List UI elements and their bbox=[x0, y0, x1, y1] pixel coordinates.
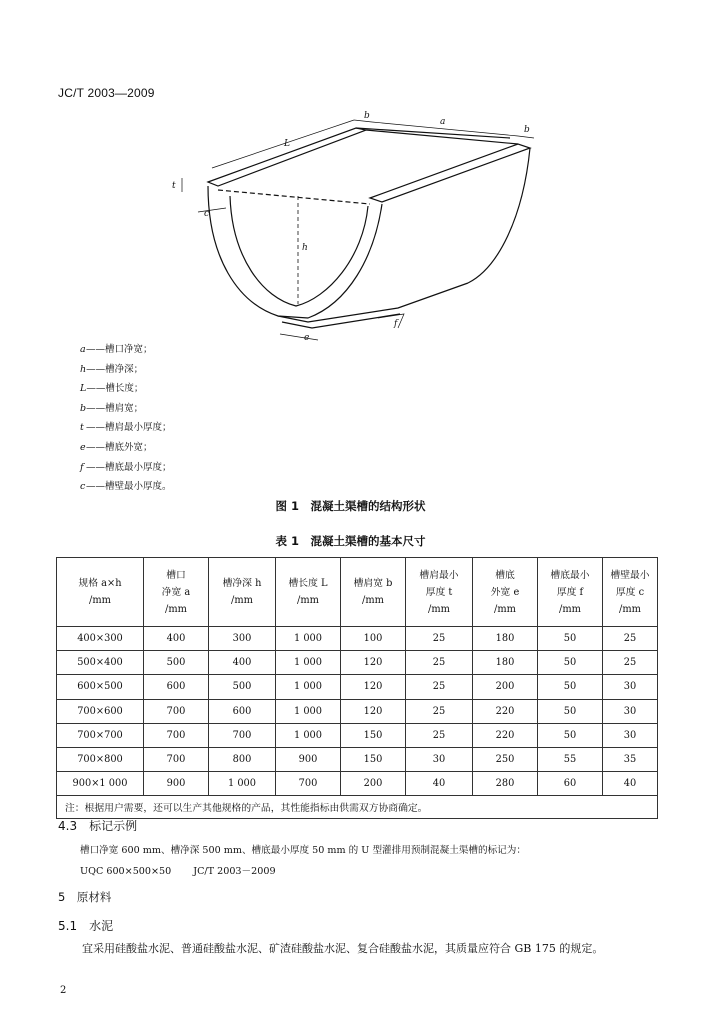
table-cell: 1 000 bbox=[276, 675, 341, 699]
legend-symbol: L bbox=[80, 383, 87, 395]
legend-symbol: h bbox=[80, 363, 87, 375]
table-row bbox=[57, 651, 658, 675]
header-depth-h: 槽净深 h /mm bbox=[209, 558, 276, 627]
header-length-L: 槽长度 L /mm bbox=[276, 558, 341, 627]
table-cell: 35 bbox=[603, 747, 658, 771]
table-cell: 150 bbox=[341, 723, 406, 747]
figure-caption: 图 1 混凝土渠槽的结构形状 bbox=[275, 499, 426, 513]
table-cell: 30 bbox=[603, 699, 658, 723]
legend-item bbox=[80, 360, 172, 380]
dim-label-e: e bbox=[304, 333, 310, 343]
dim-label-h: h bbox=[302, 243, 308, 253]
legend-item bbox=[80, 458, 172, 478]
table-cell: 25 bbox=[406, 723, 473, 747]
header-thickness-t: 槽肩最小 厚度 t /mm bbox=[406, 558, 473, 627]
legend-symbol: t bbox=[80, 422, 84, 434]
table-cell: 30 bbox=[406, 747, 473, 771]
legend-symbol: e bbox=[80, 441, 86, 453]
table-cell: 50 bbox=[538, 723, 603, 747]
table-row bbox=[57, 747, 658, 771]
header-spec: 规格 a×h /mm bbox=[57, 558, 144, 627]
table-cell: 50 bbox=[538, 651, 603, 675]
table-cell: 1 000 bbox=[209, 772, 276, 796]
table-cell: 25 bbox=[406, 651, 473, 675]
legend-item bbox=[80, 379, 172, 399]
mark-standard: JC/T 2003－2009 bbox=[193, 866, 276, 877]
table-cell: 900 bbox=[144, 772, 209, 796]
table-cell: 400 bbox=[209, 651, 276, 675]
marking-example bbox=[80, 863, 276, 877]
table-row bbox=[57, 699, 658, 723]
page-number: 2 bbox=[60, 985, 67, 996]
table-cell: 600 bbox=[144, 675, 209, 699]
legend-item bbox=[80, 438, 172, 458]
table-row bbox=[57, 675, 658, 699]
table-cell: 700 bbox=[144, 723, 209, 747]
table-row bbox=[57, 772, 658, 796]
dim-label-b-left: b bbox=[364, 111, 370, 121]
table-cell: 60 bbox=[538, 772, 603, 796]
table-cell: 100 bbox=[341, 627, 406, 651]
legend-text: ——槽底最小厚度； bbox=[86, 461, 172, 473]
table-cell: 1 000 bbox=[276, 627, 341, 651]
table-cell: 600×500 bbox=[57, 675, 144, 699]
section-4-3-text: 槽口净宽 600 mm、槽净深 500 mm、槽底最小厚度 50 mm 的 U 型灌排用预制混凝土渠槽的标记为： bbox=[80, 845, 526, 856]
legend-text: ——槽长度； bbox=[86, 383, 144, 395]
legend-symbol: c bbox=[80, 481, 86, 493]
channel-structure-figure bbox=[168, 108, 548, 346]
table-cell: 1 000 bbox=[276, 723, 341, 747]
table-cell: 25 bbox=[406, 627, 473, 651]
section-5-1-text: 宜采用硅酸盐水泥、普通硅酸盐水泥、矿渣硅酸盐水泥、复合硅酸盐水泥，其质量应符合 GB 175 的规定。 bbox=[82, 942, 604, 955]
table-cell: 1 000 bbox=[276, 699, 341, 723]
table-cell: 200 bbox=[341, 772, 406, 796]
legend-symbol: f bbox=[80, 461, 84, 473]
dim-label-b-right: b bbox=[524, 125, 530, 135]
table-cell: 300 bbox=[209, 627, 276, 651]
legend-text: ——槽口净宽； bbox=[86, 344, 153, 355]
table-cell: 220 bbox=[473, 723, 538, 747]
legend-text: ——槽肩最小厚度； bbox=[86, 422, 172, 434]
table-row bbox=[57, 723, 658, 747]
legend-text: ——槽壁最小厚度。 bbox=[86, 481, 172, 493]
dim-label-L: L bbox=[284, 139, 290, 149]
header-bottom-e: 槽底 外宽 e /mm bbox=[473, 558, 538, 627]
table-cell: 250 bbox=[473, 747, 538, 771]
table-cell: 120 bbox=[341, 675, 406, 699]
legend-symbol: b bbox=[80, 402, 87, 414]
table-cell: 120 bbox=[341, 651, 406, 675]
legend-item bbox=[80, 418, 172, 438]
table-cell: 900 bbox=[276, 747, 341, 771]
table-cell: 40 bbox=[406, 772, 473, 796]
legend-item bbox=[80, 477, 172, 497]
table-cell: 40 bbox=[603, 772, 658, 796]
table-note: 注：根据用户需要，还可以生产其他规格的产品，其性能指标由供需双方协商确定。 bbox=[57, 796, 658, 819]
table-cell: 700 bbox=[144, 699, 209, 723]
table-cell: 700 bbox=[144, 747, 209, 771]
table-cell: 50 bbox=[538, 675, 603, 699]
table-cell: 700×600 bbox=[57, 699, 144, 723]
table-cell: 50 bbox=[538, 627, 603, 651]
table-cell: 700×800 bbox=[57, 747, 144, 771]
table-cell: 180 bbox=[473, 651, 538, 675]
table-cell: 25 bbox=[406, 699, 473, 723]
table-cell: 280 bbox=[473, 772, 538, 796]
dim-label-t: t bbox=[172, 181, 176, 191]
table-note-row bbox=[57, 796, 658, 819]
dimensions-table bbox=[56, 557, 658, 819]
legend-item bbox=[80, 399, 172, 419]
table-cell: 50 bbox=[538, 699, 603, 723]
section-4-3-heading: 4.3 标记示例 bbox=[58, 819, 138, 833]
table-cell: 700 bbox=[209, 723, 276, 747]
header-thickness-c: 槽壁最小 厚度 c /mm bbox=[603, 558, 658, 627]
table-cell: 500 bbox=[209, 675, 276, 699]
table-cell: 30 bbox=[603, 723, 658, 747]
table-header-row bbox=[57, 558, 658, 627]
table-cell: 900×1 000 bbox=[57, 772, 144, 796]
table-cell: 800 bbox=[209, 747, 276, 771]
table-cell: 200 bbox=[473, 675, 538, 699]
dim-label-f: f bbox=[394, 319, 398, 329]
table-cell: 150 bbox=[341, 747, 406, 771]
table-cell: 25 bbox=[406, 675, 473, 699]
figure-legend bbox=[80, 340, 172, 497]
table-cell: 180 bbox=[473, 627, 538, 651]
legend-item bbox=[80, 340, 172, 360]
table-cell: 25 bbox=[603, 627, 658, 651]
legend-text: ——槽底外宽； bbox=[86, 441, 153, 453]
table-cell: 400×300 bbox=[57, 627, 144, 651]
table-cell: 1 000 bbox=[276, 651, 341, 675]
mark-code: UQC 600×500×50 bbox=[80, 866, 172, 877]
document-header: JC/T 2003—2009 bbox=[58, 86, 155, 100]
table-cell: 500 bbox=[144, 651, 209, 675]
header-width-a: 槽口 净宽 a /mm bbox=[144, 558, 209, 627]
legend-symbol: a bbox=[80, 344, 86, 355]
table-cell: 120 bbox=[341, 699, 406, 723]
table-cell: 25 bbox=[603, 651, 658, 675]
table-cell: 700×700 bbox=[57, 723, 144, 747]
legend-text: ——槽净深； bbox=[86, 363, 144, 375]
section-5-1-heading: 5.1 水泥 bbox=[58, 919, 114, 933]
table-caption: 表 1 混凝土渠槽的基本尺寸 bbox=[275, 534, 426, 548]
table-cell: 55 bbox=[538, 747, 603, 771]
table-cell: 220 bbox=[473, 699, 538, 723]
table-cell: 700 bbox=[276, 772, 341, 796]
table-cell: 500×400 bbox=[57, 651, 144, 675]
header-thickness-f: 槽底最小 厚度 f /mm bbox=[538, 558, 603, 627]
dim-label-c: c bbox=[204, 209, 210, 219]
section-5-heading: 5 原材料 bbox=[58, 890, 112, 904]
table-row bbox=[57, 627, 658, 651]
table-cell: 30 bbox=[603, 675, 658, 699]
legend-text: ——槽肩宽； bbox=[86, 402, 144, 414]
header-shoulder-b: 槽肩宽 b /mm bbox=[341, 558, 406, 627]
table-cell: 400 bbox=[144, 627, 209, 651]
dim-label-a: a bbox=[440, 117, 446, 127]
table-cell: 600 bbox=[209, 699, 276, 723]
